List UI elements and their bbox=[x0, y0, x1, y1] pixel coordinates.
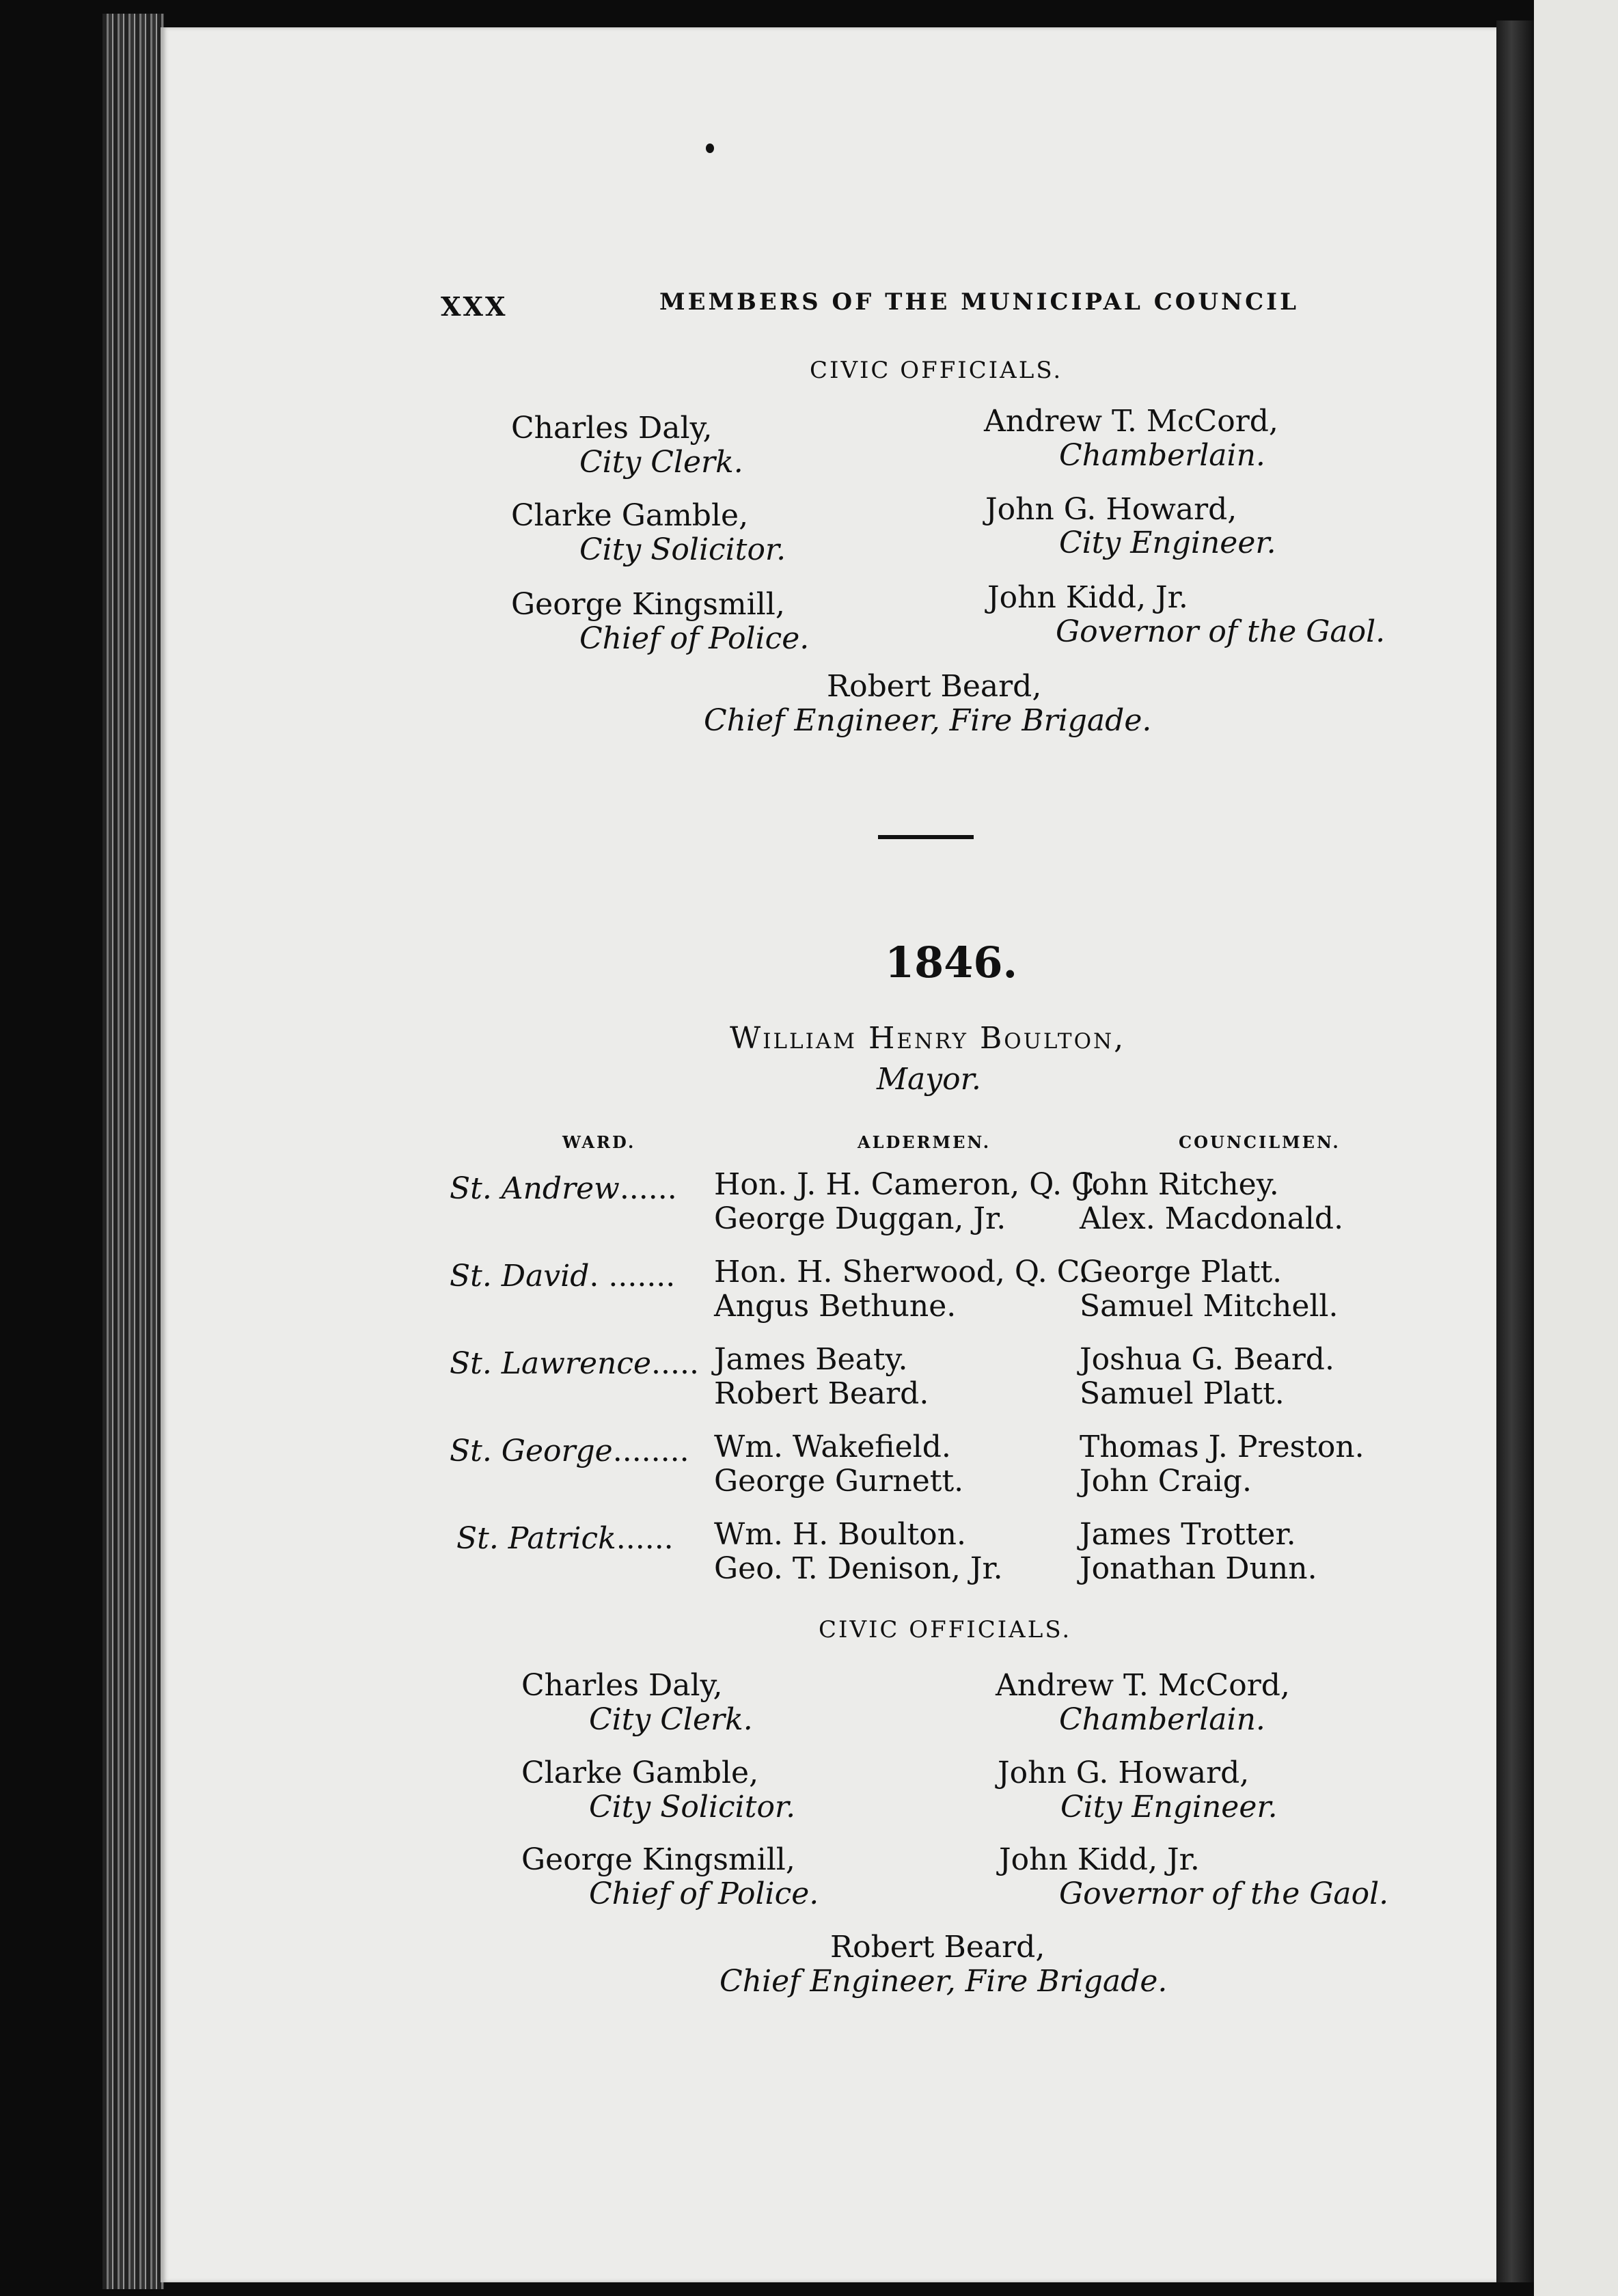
alderman-name: George Duggan, Jr. bbox=[714, 1201, 1006, 1236]
underlying-page-strip bbox=[1534, 0, 1618, 2296]
year-heading: 1846. bbox=[885, 938, 1018, 987]
alderman-name: Angus Bethune. bbox=[714, 1289, 957, 1324]
column-header-aldermen: ALDERMEN. bbox=[858, 1132, 991, 1152]
page-number: XXX bbox=[441, 291, 508, 322]
alderman-name: Wm. H. Boulton. bbox=[714, 1517, 966, 1552]
councilman-name: Thomas J. Preston. bbox=[1080, 1430, 1365, 1464]
column-header-councilmen: COUNCILMEN. bbox=[1179, 1132, 1341, 1152]
book-page-edges bbox=[102, 14, 164, 2289]
column-header-ward: WARD. bbox=[562, 1132, 636, 1152]
official-name: Robert Beard, bbox=[827, 669, 1042, 704]
civic-officials-heading: CIVIC OFFICIALS. bbox=[819, 1616, 1072, 1643]
official-name: John G. Howard, bbox=[998, 1755, 1250, 1790]
official-name: Andrew T. McCord, bbox=[996, 1668, 1290, 1703]
councilman-name: Jonathan Dunn. bbox=[1080, 1551, 1317, 1586]
ward-name: St. David. ....... bbox=[450, 1259, 676, 1294]
official-role: Chief of Police. bbox=[589, 1876, 819, 1911]
official-role: City Engineer. bbox=[1060, 1790, 1278, 1824]
alderman-name: Wm. Wakefield. bbox=[714, 1430, 951, 1464]
official-role: Chief Engineer, Fire Brigade. bbox=[719, 1964, 1168, 1999]
official-role: City Solicitor. bbox=[579, 532, 786, 567]
official-name: George Kingsmill, bbox=[521, 1842, 795, 1877]
alderman-name: James Beaty. bbox=[714, 1342, 908, 1377]
alderman-name: George Gurnett. bbox=[714, 1464, 964, 1499]
section-divider bbox=[878, 835, 974, 839]
alderman-name: Hon. J. H. Cameron, Q. C. bbox=[714, 1167, 1103, 1202]
councilman-name: John Ritchey. bbox=[1080, 1167, 1279, 1202]
alderman-name: Hon. H. Sherwood, Q. C. bbox=[714, 1255, 1088, 1289]
councilman-name: George Platt. bbox=[1080, 1255, 1283, 1289]
official-role: City Engineer. bbox=[1059, 525, 1276, 560]
mayor-title: Mayor. bbox=[877, 1062, 981, 1097]
official-role: Chamberlain. bbox=[1059, 438, 1265, 473]
ward-name: St. Patrick...... bbox=[456, 1521, 674, 1556]
councilman-name: Samuel Platt. bbox=[1080, 1376, 1285, 1411]
official-name: George Kingsmill, bbox=[511, 587, 785, 622]
official-role: Governor of the Gaol. bbox=[1059, 1876, 1389, 1911]
ink-speck bbox=[706, 144, 714, 153]
alderman-name: Geo. T. Denison, Jr. bbox=[714, 1551, 1003, 1586]
official-role: Chamberlain. bbox=[1059, 1702, 1265, 1737]
ward-name: St. George........ bbox=[450, 1434, 689, 1468]
official-role: Chief of Police. bbox=[579, 621, 810, 656]
ward-name: St. Andrew...... bbox=[450, 1171, 677, 1206]
councilman-name: Samuel Mitchell. bbox=[1080, 1289, 1339, 1324]
councilman-name: Alex. Macdonald. bbox=[1080, 1201, 1344, 1236]
civic-officials-heading: CIVIC OFFICIALS. bbox=[810, 357, 1063, 384]
official-role: City Solicitor. bbox=[589, 1790, 796, 1824]
councilman-name: James Trotter. bbox=[1080, 1517, 1296, 1552]
official-role: City Clerk. bbox=[589, 1702, 753, 1737]
official-name: Robert Beard, bbox=[830, 1930, 1045, 1965]
official-role: City Clerk. bbox=[579, 445, 743, 480]
alderman-name: Robert Beard. bbox=[714, 1376, 929, 1411]
official-name: John G. Howard, bbox=[985, 492, 1237, 527]
official-name: Andrew T. McCord, bbox=[984, 404, 1278, 439]
official-name: Charles Daly, bbox=[521, 1668, 723, 1703]
book-gutter-shadow bbox=[1496, 20, 1534, 2282]
official-name: Charles Daly, bbox=[511, 411, 713, 446]
official-name: Clarke Gamble, bbox=[521, 1755, 759, 1790]
official-name: Clarke Gamble, bbox=[511, 498, 749, 533]
official-role: Governor of the Gaol. bbox=[1056, 614, 1386, 649]
official-name: John Kidd, Jr. bbox=[999, 1842, 1200, 1877]
running-head: MEMBERS OF THE MUNICIPAL COUNCIL bbox=[659, 288, 1299, 316]
mayor-name: William Henry Boulton, bbox=[730, 1021, 1126, 1056]
official-role: Chief Engineer, Fire Brigade. bbox=[704, 703, 1152, 738]
ward-name: St. Lawrence..... bbox=[450, 1346, 699, 1381]
councilman-name: Joshua G. Beard. bbox=[1080, 1342, 1334, 1377]
official-name: John Kidd, Jr. bbox=[987, 580, 1188, 615]
councilman-name: John Craig. bbox=[1080, 1464, 1252, 1499]
